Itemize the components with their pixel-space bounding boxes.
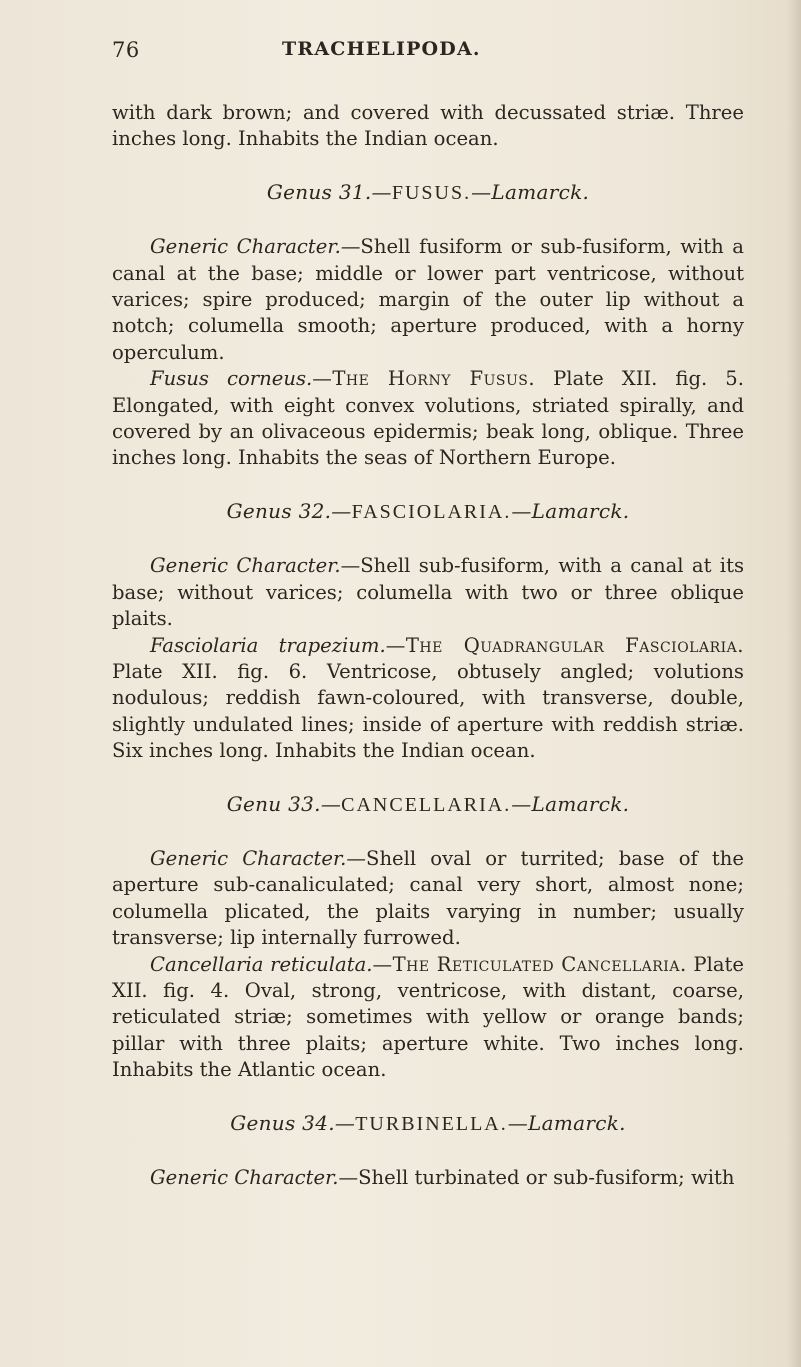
- species-common-name: —The Reticulated Cancellaria.: [372, 952, 687, 976]
- genus-number: Genus 34.—: [230, 1110, 356, 1135]
- genus-author: —Lamarck.: [471, 179, 590, 204]
- species-common-name: —The Horny Fusus.: [312, 367, 536, 391]
- species-description: Plate XII. fig. 6. Ventricose, obtusely angled; volutions nodulous; reddish fawn-coloured, with transverse, double, slightly undulated lines; inside of aperture with reddish striæ. Six inches long. Inhabits the Indian ocean.: [112, 659, 744, 763]
- genus-heading-fusus: [112, 179, 744, 206]
- generic-character-label: Generic Character.: [150, 235, 341, 259]
- genus-number: Genu 33.—: [226, 791, 342, 816]
- genus-name: CANCELLARIA.: [341, 793, 512, 816]
- generic-character-text: —Shell sub-fusiform, with a canal at its base; without varices; columella with two or three oblique plaits.: [112, 554, 744, 631]
- generic-character-label: Generic Character.: [150, 1166, 339, 1189]
- species-name: Fusus corneus.: [150, 367, 313, 391]
- species-paragraph: [112, 366, 744, 472]
- species-name: Fasciolaria trapezium.: [150, 633, 386, 657]
- generic-character-label: Generic Character.: [150, 554, 341, 578]
- species-paragraph: [112, 633, 744, 765]
- generic-character-text: —Shell turbinated or sub-fusiform; with: [338, 1166, 735, 1189]
- generic-character-label: Generic Character.: [150, 846, 347, 870]
- genus-author: —Lamarck.: [511, 498, 630, 523]
- genus-number: Genus 32.—: [226, 498, 352, 523]
- page-body: [112, 100, 744, 1191]
- genus-heading-fasciolaria: [112, 498, 744, 525]
- genus-heading-cancellaria: [112, 791, 744, 818]
- genus-number: Genus 31.—: [266, 179, 392, 204]
- species-name: Cancellaria reticulata.: [150, 952, 373, 976]
- running-title: TRACHELIPODA.: [282, 38, 481, 60]
- generic-character-paragraph: [112, 846, 744, 952]
- species-description: Plate XII. fig. 4. Oval, strong, ventricose, with distant, coarse, reticulated striæ; sometimes with yellow or orange bands; pillar with three plaits; aperture white. Two inches long. Inhabits the Atlantic ocean.: [112, 952, 744, 1082]
- species-common-name: —The Quadrangular Fasciolaria.: [385, 633, 745, 657]
- genus-name: TURBINELLA.: [355, 1112, 508, 1135]
- generic-character-paragraph: [112, 1165, 744, 1191]
- genus-name: FASCIOLARIA.: [351, 500, 512, 523]
- generic-character-paragraph: [112, 234, 744, 366]
- running-head: [112, 38, 752, 66]
- intro-paragraph: with dark brown; and covered with decussated striæ. Three inches long. Inhabits the Indian ocean.: [112, 101, 744, 151]
- genus-name: FUSUS.: [391, 181, 472, 204]
- species-paragraph: [112, 952, 744, 1084]
- generic-character-text: —Shell fusiform or sub-fusiform, with a canal at the base; middle or lower part ventricose, without varices; spire produced; margin of the outer lip without a notch; columella smooth; aperture produced, with a horny operculum.: [112, 235, 744, 364]
- genus-author: —Lamarck.: [511, 791, 630, 816]
- species-description: Plate XII. fig. 5. Elongated, with eight convex volutions, striated spirally, and covered by an olivaceous epidermis; beak long, oblique. Three inches long. Inhabits the seas of Northern Europe.: [112, 367, 744, 470]
- genus-heading-turbinella: [112, 1110, 744, 1137]
- generic-character-paragraph: [112, 553, 744, 632]
- genus-author: —Lamarck.: [507, 1110, 626, 1135]
- generic-character-text: —Shell oval or turrited; base of the aperture sub-canaliculated; canal very short, almost none; columella plicated, the plaits varying in number; usually transverse; lip internally furrowed.: [112, 846, 744, 950]
- page-number: 76: [112, 38, 140, 62]
- page-gutter-shadow: [787, 0, 801, 1367]
